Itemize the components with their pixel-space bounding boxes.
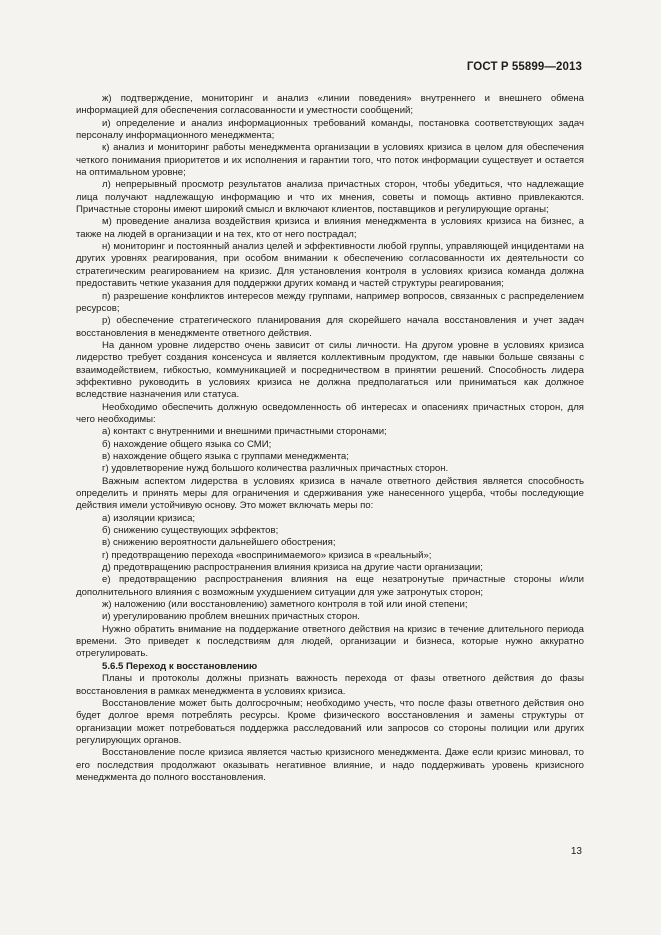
paragraph: Восстановление после кризиса является частью кризисного менеджмента. Даже если кризис миновал, то его последствия продолжают оказывать негативное влияние, и надо поддерживать уровень кризисного менеджмента до полного восстановления. — [76, 747, 584, 783]
list-item: а) контакт с внутренними и внешними причастными сторонами; — [102, 426, 387, 438]
list-item: ж) подтверждение, мониторинг и анализ «линии поведения» внутреннего и внешнего обмена информацией для обеспечения согласованности и уместности сообщений; — [76, 93, 584, 117]
paragraph: Восстановление может быть долгосрочным; необходимо учесть, что после фазы ответного действия оно будет долгое время потреблять ресурсы. Кроме физического восстановления и замены структуры от организации может потребоваться поддержка расследований или запросов со стороны полиции или других регулирующих органов. — [76, 697, 584, 746]
list-item: г) предотвращению перехода «воспринимаемого» кризиса в «реальный»; — [102, 549, 432, 561]
document-body — [76, 93, 584, 784]
document-header: ГОСТ Р 55899—2013 — [466, 61, 582, 73]
list-item: а) изоляции кризиса; — [102, 512, 196, 524]
list-item: п) разрешение конфликтов интересов между группами, например вопросов, связанных с распределением ресурсов; — [76, 290, 584, 314]
section-heading: 5.6.5 Переход к восстановлению — [102, 660, 258, 672]
list-item: и) определение и анализ информационных требований команды, постановка соответствующих задач персоналу информационного менеджмента; — [76, 117, 584, 142]
list-item: б) нахождение общего языка со СМИ; — [102, 438, 272, 450]
list-item: л) непрерывный просмотр результатов анализа причастных сторон, чтобы убедиться, что надлежащие лица получают надлежащую информацию и что их мнения, советы и помощь активно привлекаются. Причастные стороны имеют широкий смысл и включают клиентов, поставщиков и регулирующие органы; — [76, 179, 584, 216]
list-item: ж) наложению (или восстановлению) заметного контроля в той или иной степени; — [102, 599, 468, 611]
paragraph: Важным аспектом лидерства в условиях кризиса в начале ответного действия является способность определить и принять меры для ограничения и сдерживания уже нанесенного ущерба, чтобы последующие действия имели устойчивую основу. Это может включать меры по: — [76, 475, 584, 512]
paragraph: Необходимо обеспечить должную осведомленность об интересах и опасениях причастных сторон, для чего необходимы: — [76, 401, 584, 425]
list-item: в) нахождение общего языка с группами менеджмента; — [102, 450, 349, 462]
list-item: р) обеспечение стратегического планирования для скорейшего начала восстановления и учет задач восстановления в менеджменте ответного действия. — [76, 315, 584, 339]
list-item: в) снижению вероятности дальнейшего обострения; — [102, 537, 336, 549]
paragraph: Нужно обратить внимание на поддержание ответного действия на кризис в течение длительного периода времени. Это приведет к последствиям для людей, организации и бизнеса, которые нужно аккуратно отрегулировать. — [76, 623, 584, 660]
list-item: г) удовлетворение нужд большого количества различных причастных сторон. — [102, 463, 449, 475]
list-item: и) урегулированию проблем внешних причастных сторон. — [102, 611, 360, 623]
list-item: е) предотвращению распространения влияния на еще незатронутые причастные стороны и/или дополнительного влияния с возможным ухудшением ситуации для уже затронутых сторон; — [76, 574, 584, 598]
list-item: к) анализ и мониторинг работы менеджмента организации в условиях кризиса в целом для обеспечения четкого понимания приоритетов и их исполнения и гарантии того, что поток информации существует и остается на оптимальном уровне; — [76, 142, 584, 179]
list-item: м) проведение анализа воздействия кризиса и влияния менеджмента в условиях кризиса на бизнес, а также на людей в организации и на тех, кто от него пострадал; — [76, 216, 584, 240]
paragraph: Планы и протоколы должны признать важность перехода от фазы ответного действия до фазы восстановления в рамках менеджмента в условиях кризиса. — [76, 673, 584, 697]
list-item: н) мониторинг и постоянный анализ целей и эффективности любой группы, управляющей инцидентами на других уровнях реагирования, при особом внимании к обеспечению согласованности их деятельности со стратегическим реагированием на кризис. Для установления контроля в условиях кризиса команда должна предоставить четкие указания для поддержки других команд и частей структуры реагирования; — [76, 241, 584, 290]
list-item: б) снижению существующих эффектов; — [102, 525, 279, 537]
paragraph: На данном уровне лидерство очень зависит от силы личности. На другом уровне в условиях кризиса лидерство требует создания консенсуса и является коллективным продуктом, где навыки больше связаны с взаимодействием, гибкостью, коммуникацией и посредничеством в принятии решений. Способность лидера эффективно руководить в условиях кризиса не должна предполагаться или приниматься как должное вследствие назначения или статуса. — [76, 339, 584, 401]
page-number: 13 — [570, 846, 582, 857]
list-item: д) предотвращению распространения влияния кризиса на другие части организации; — [102, 562, 483, 574]
